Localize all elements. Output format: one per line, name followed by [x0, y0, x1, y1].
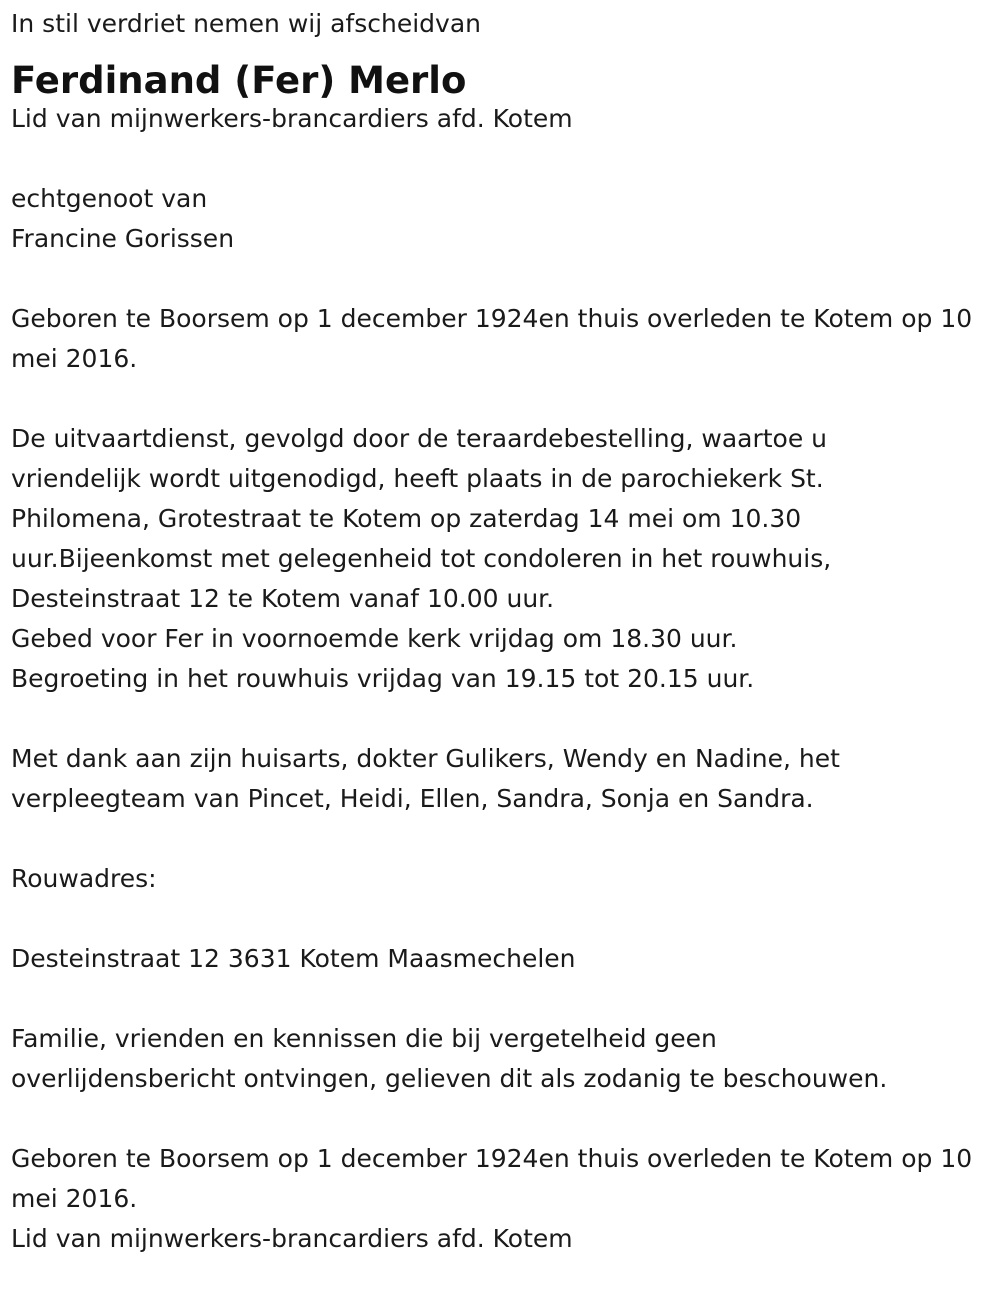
intro-text: In stil verdriet nemen wij afscheidvan	[11, 9, 481, 38]
funeral-line: Desteinstraat 12 te Kotem vanaf 10.00 uur.	[11, 584, 555, 613]
funeral-line: vriendelijk wordt uitgenodigd, heeft plaats in de parochiekerk St.	[11, 464, 824, 493]
funeral-line: uur.Bijeenkomst met gelegenheid tot condoleren in het rouwhuis,	[11, 544, 832, 573]
spacer	[11, 899, 1000, 939]
spacer	[11, 699, 1000, 739]
funeral-line: Philomena, Grotestraat te Kotem op zaterdag 14 mei om 10.30	[11, 504, 802, 533]
notice-line: Familie, vrienden en kennissen die bij vergetelheid geen	[11, 1024, 717, 1053]
spouse-label: echtgenoot van	[11, 184, 208, 213]
address-label: Rouwadres:	[11, 864, 157, 893]
spacer	[11, 379, 1000, 419]
spacer	[11, 139, 1000, 179]
birth-death-text: Geboren te Boorsem op 1 december 1924en thuis overleden te Kotem op 10 mei 2016.	[11, 304, 973, 373]
birth-death-repeat-text: Geboren te Boorsem op 1 december 1924en thuis overleden te Kotem op 10 mei 2016.	[11, 1144, 973, 1213]
thanks-line: Met dank aan zijn huisarts, dokter Gulikers, Wendy en Nadine, het	[11, 744, 840, 773]
funeral-line: De uitvaartdienst, gevolgd door de teraardebestelling, waartoe u	[11, 424, 828, 453]
deceased-name: Ferdinand (Fer) Merlo	[11, 59, 467, 102]
spacer	[11, 979, 1000, 1019]
spacer	[11, 819, 1000, 859]
funeral-line: Begroeting in het rouwhuis vrijdag van 19.15 tot 20.15 uur.	[11, 664, 755, 693]
spacer	[11, 259, 1000, 299]
funeral-line: Gebed voor Fer in voornoemde kerk vrijdag om 18.30 uur.	[11, 624, 738, 653]
membership-text: Lid van mijnwerkers-brancardiers afd. Kotem	[11, 104, 573, 133]
spacer	[11, 1099, 1000, 1139]
spouse-name: Francine Gorissen	[11, 224, 235, 253]
thanks-line: verpleegteam van Pincet, Heidi, Ellen, Sandra, Sonja en Sandra.	[11, 784, 814, 813]
membership-repeat-text: Lid van mijnwerkers-brancardiers afd. Kotem	[11, 1224, 573, 1253]
notice-line: overlijdensbericht ontvingen, gelieven dit als zodanig te beschouwen.	[11, 1064, 888, 1093]
address-text: Desteinstraat 12 3631 Kotem Maasmechelen	[11, 944, 576, 973]
